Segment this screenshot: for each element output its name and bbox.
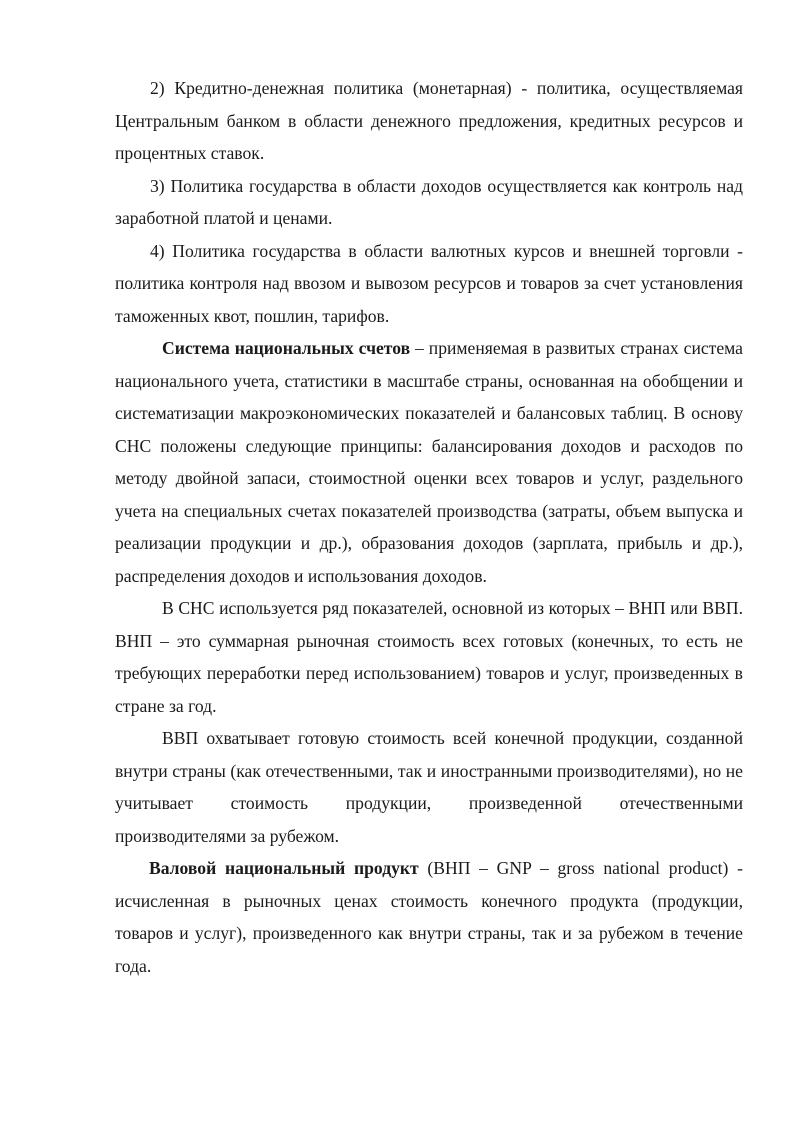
document-body bbox=[115, 72, 743, 982]
term-sna: Система национальных счетов bbox=[162, 338, 411, 358]
term-gnp: Валовой национальный продукт bbox=[149, 858, 419, 878]
paragraph-currency-trade-policy: 4) Политика государства в области валютных курсов и внешней торговли - политика контроля над ввозом и вывозом ресурсов и товаров за счет установления таможенных квот, пошлин, тарифов. bbox=[115, 240, 743, 326]
paragraph-monetary-policy: 2) Кредитно-денежная политика (монетарная) - политика, осуществляемая Центральным банком в области денежного предложения, кредитных ресурсов и процентных ставок. bbox=[115, 78, 743, 163]
paragraph-gnp-definition bbox=[115, 852, 743, 982]
paragraph-sna-indicators: В СНС используется ряд показателей, основной из которых – ВНП или ВВП. ВНП – это суммарная рыночная стоимость всех готовых (конечных, то есть не требующих переработки перед использованием) товаров и услуг, произведенных в стране за год. bbox=[115, 598, 743, 716]
paragraph-income-policy: 3) Политика государства в области доходов осуществляется как контроль над заработной платой и ценами. bbox=[115, 175, 743, 228]
gnp-definition-text: (ВНП – GNP – gross national product) - исчисленная в рыночных ценах стоимость конечного продукта (продукции, товаров и услуг), произведенного как внутри страны, так и за рубежом в течение года. bbox=[115, 858, 743, 976]
paragraph-gdp: ВВП охватывает готовую стоимость всей конечной продукции, созданной внутри страны (как отечественными, так и иностранными производителями), но не учитывает стоимость продукции, произведенной отечественными производителями за рубежом. bbox=[115, 728, 743, 846]
sna-definition-text: – применяемая в развитых странах система национального учета, статистики в масштабе страны, основанная на обобщении и систематизации макроэкономических показателей и балансовых таблиц. В основу СНС положены следующие принципы: балансирования доходов и расходов по методу двойной запаси, стоимостной оценки всех товаров и услуг, раздельного учета на специальных счетах показателей производства (затраты, объем выпуска и реализации продукции и др.), образования доходов (зарплата, прибыль и др.), распределения доходов и использования доходов. bbox=[115, 338, 743, 586]
paragraph-sna-definition bbox=[115, 332, 743, 592]
